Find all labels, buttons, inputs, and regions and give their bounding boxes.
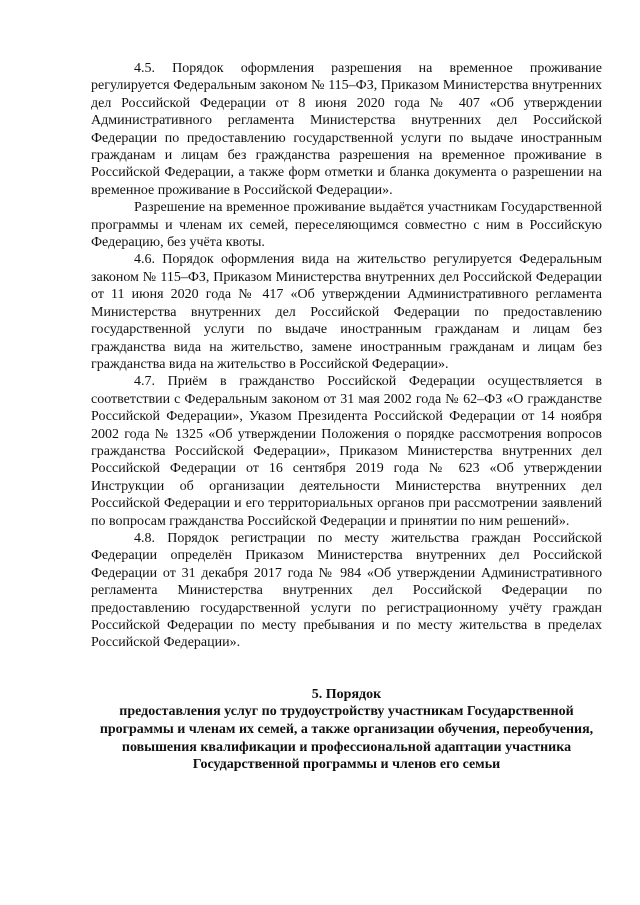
paragraph-4-6: 4.6. Порядок оформления вида на жительство регулируется Федеральным законом № 115–ФЗ, Приказом Министерства внутренних дел Российской Федерации от 11 июня 2020 года № 417 «Об утверждении Административного регламента Министерства внутренних дел Российской Федерации по предоставлению государственной услуги по выдаче иностранным гражданам и лицам без гражданства вида на жительство, замене иностранным гражданам и лицам без гражданства вида на жительство в Российской Федерации». xyxy=(91,252,602,372)
section-5-title: предоставления услуг по трудоустройству участникам Государственной программы и членам их семей, а также организации обучения, переобучения, повышения квалификации и профессиональной адаптации участника Государственной программы и членов его семьи xyxy=(99,704,594,773)
document-page xyxy=(91,60,602,774)
paragraph-4-7: 4.7. Приём в гражданство Российской Федерации осуществляется в соответствии с Федеральным законом от 31 мая 2002 года № 62–ФЗ «О гражданстве Российской Федерации», Указом Президента Российской Федерации от 14 ноября 2002 года № 1325 «Об утверждении Положения о порядке рассмотрения вопросов гражданства Российской Федерации», Приказом Министерства внутренних дел Российской Федерации от 16 сентября 2019 года № 623 «Об утверждении Инструкции об организации деятельности Министерства внутренних дел Российской Федерации и его территориальных органов при рассмотрении заявлений по вопросам гражданства Российской Федерации и принятии по ним решений». xyxy=(91,374,602,529)
paragraph-4-8: 4.8. Порядок регистрации по месту жительства граждан Российской Федерации определён Приказом Министерства внутренних дел Российской Федерации от 31 декабря 2017 года № 984 «Об утверждении Административного регламента Министерства внутренних дел Российской Федерации по предоставлению государственной услуги по регистрационному учёту граждан Российской Федерации по месту пребывания и по месту жительства в пределах Российской Федерации». xyxy=(91,530,602,651)
paragraph-4-5: 4.5. Порядок оформления разрешения на временное проживание регулируется Федеральным законом № 115–ФЗ, Приказом Министерства внутренних дел Российской Федерации от 8 июня 2020 года № 407 «Об утверждении Административного регламента Министерства внутренних дел Российской Федерации по предоставлению государственной услуги по выдаче иностранным гражданам и лицам без гражданства разрешения на временное проживание в Российской Федерации, а также форм отметки и бланка документа о разрешении на временное проживание в Российской Федерации». xyxy=(91,61,602,198)
section-5-heading xyxy=(91,686,602,774)
paragraph-temporary-residence-note: Разрешение на временное проживание выдаётся участникам Государственной программы и членам их семей, переселяющимся совместно с ним в Российскую Федерацию, без учёта квоты. xyxy=(91,200,602,251)
section-5-number: 5. Порядок xyxy=(311,686,382,702)
